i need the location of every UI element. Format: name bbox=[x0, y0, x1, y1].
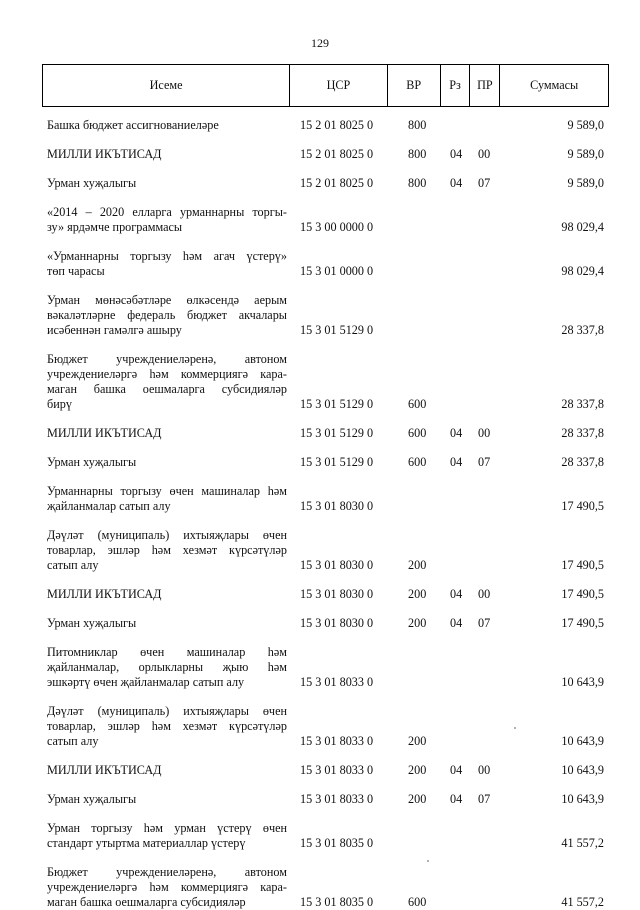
row-name bbox=[47, 352, 287, 412]
row-sum: 10 643,9 bbox=[561, 763, 604, 777]
row-pr: 07 bbox=[478, 616, 491, 630]
row-vr: 200 bbox=[408, 792, 427, 806]
row-pr: 00 bbox=[478, 587, 491, 601]
row-name-line: товарлар, эшләр һәм хезмәт күрсәтүләр bbox=[47, 719, 287, 733]
row-name-line: стандарт утыртма материаллар үстерү bbox=[47, 836, 246, 850]
row-name-line: маган башка оешмаларга субсидияләр bbox=[47, 895, 246, 909]
row-name-line: МИЛЛИ ИКЪТИСАД bbox=[47, 426, 162, 440]
row-name-line: җайланмалар, орлыкларны җыю һәм bbox=[47, 660, 287, 674]
row-vr: 200 bbox=[408, 558, 427, 572]
row-name-line: маган башка оешмаларга субсидияләр bbox=[47, 382, 287, 396]
row-vr: 200 bbox=[408, 763, 427, 777]
row-name-line: Питомниклар өчен машиналар һәм bbox=[47, 645, 287, 659]
row-sum: 28 337,8 bbox=[561, 323, 604, 337]
row-name-line: зу» ярдәмче программасы bbox=[47, 220, 183, 234]
row-name bbox=[47, 587, 287, 602]
row-rz: 04 bbox=[450, 426, 463, 440]
row-name-line: Дәүләт (муниципаль) ихтыяҗлары өчен bbox=[47, 704, 287, 718]
row-rz: 04 bbox=[450, 176, 463, 190]
row-csr: 15 3 01 8030 0 bbox=[300, 558, 374, 572]
row-vr: 600 bbox=[408, 397, 427, 411]
row-rz: 04 bbox=[450, 587, 463, 601]
row-csr: 15 3 01 8035 0 bbox=[300, 836, 374, 850]
row-sum: 98 029,4 bbox=[561, 220, 604, 234]
row-name-line: «Урманнарны торгызу һәм агач үстерү» bbox=[47, 249, 287, 263]
row-name-line: МИЛЛИ ИКЪТИСАД bbox=[47, 587, 162, 601]
row-csr: 15 3 01 0000 0 bbox=[300, 264, 374, 278]
row-vr: 800 bbox=[408, 118, 427, 132]
row-rz: 04 bbox=[450, 455, 463, 469]
row-pr: 00 bbox=[478, 147, 491, 161]
row-name-line: бирү bbox=[47, 397, 72, 411]
row-sum: 41 557,2 bbox=[561, 895, 604, 909]
scan-speck bbox=[427, 860, 429, 862]
row-pr: 07 bbox=[478, 455, 491, 469]
row-name-line: Урман хуҗалыгы bbox=[47, 176, 137, 190]
row-name-line: МИЛЛИ ИКЪТИСАД bbox=[47, 763, 162, 777]
row-rz: 04 bbox=[450, 763, 463, 777]
header-pr: ПР bbox=[470, 65, 500, 106]
row-name-line: сатып алу bbox=[47, 734, 99, 748]
row-csr: 15 3 01 8033 0 bbox=[300, 675, 374, 689]
row-csr: 15 3 00 0000 0 bbox=[300, 220, 374, 234]
row-name bbox=[47, 147, 287, 162]
row-name-line: МИЛЛИ ИКЪТИСАД bbox=[47, 147, 162, 161]
row-name-line: Урманнарны торгызу өчен машиналар һәм bbox=[47, 484, 287, 498]
row-name-line: эшкәртү өчен җайланмалар сатып алу bbox=[47, 675, 245, 689]
row-name-line: Урман хуҗалыгы bbox=[47, 616, 137, 630]
row-sum: 41 557,2 bbox=[561, 836, 604, 850]
row-name-line: товарлар, эшләр һәм хезмәт күрсәтүләр bbox=[47, 543, 287, 557]
row-sum: 17 490,5 bbox=[561, 587, 604, 601]
row-sum: 9 589,0 bbox=[567, 118, 604, 132]
row-name bbox=[47, 821, 287, 851]
row-vr: 600 bbox=[408, 455, 427, 469]
row-name bbox=[47, 704, 287, 749]
row-pr: 07 bbox=[478, 176, 491, 190]
row-csr: 15 3 01 8030 0 bbox=[300, 616, 374, 630]
header-name: Исеме bbox=[43, 65, 290, 106]
row-rz: 04 bbox=[450, 792, 463, 806]
header-csr: ЦСР bbox=[290, 65, 388, 106]
row-name bbox=[47, 426, 287, 441]
row-csr: 15 2 01 8025 0 bbox=[300, 147, 374, 161]
row-csr: 15 3 01 5129 0 bbox=[300, 455, 374, 469]
table-header bbox=[42, 64, 609, 107]
row-vr: 800 bbox=[408, 176, 427, 190]
row-sum: 17 490,5 bbox=[561, 616, 604, 630]
row-name-line: вәкаләтләрне федераль бюджет акчалары bbox=[47, 308, 287, 322]
row-csr: 15 3 01 8033 0 bbox=[300, 734, 374, 748]
row-name-line: Дәүләт (муниципаль) ихтыяҗлары өчен bbox=[47, 528, 287, 542]
row-csr: 15 3 01 8030 0 bbox=[300, 499, 374, 513]
row-name-line: сатып алу bbox=[47, 558, 99, 572]
row-name bbox=[47, 484, 287, 514]
row-name-line: җайланмалар сатып алу bbox=[47, 499, 171, 513]
row-csr: 15 3 01 5129 0 bbox=[300, 397, 374, 411]
row-rz: 04 bbox=[450, 147, 463, 161]
row-pr: 00 bbox=[478, 426, 491, 440]
row-name-line: учреждениеләргә һәм коммерциягә кара- bbox=[47, 367, 287, 381]
header-sum: Суммасы bbox=[530, 78, 579, 92]
row-csr: 15 3 01 8033 0 bbox=[300, 763, 374, 777]
row-csr: 15 2 01 8025 0 bbox=[300, 176, 374, 190]
row-vr: 200 bbox=[408, 616, 427, 630]
row-name-line: учреждениеләргә һәм коммерциягә кара- bbox=[47, 880, 287, 894]
row-name-line: Урман хуҗалыгы bbox=[47, 455, 137, 469]
row-pr: 00 bbox=[478, 763, 491, 777]
row-csr: 15 3 01 8033 0 bbox=[300, 792, 374, 806]
row-name bbox=[47, 792, 287, 807]
row-vr: 200 bbox=[408, 734, 427, 748]
row-vr: 600 bbox=[408, 895, 427, 909]
row-rz: 04 bbox=[450, 616, 463, 630]
row-name-line: Башка бюджет ассигнованиеләре bbox=[47, 118, 219, 132]
row-name-line: төп чарасы bbox=[47, 264, 105, 278]
row-name-line: исәбеннән гамәлгә ашыру bbox=[47, 323, 182, 337]
row-name-line: Урман мөнәсәбәтләре өлкәсендә аерым bbox=[47, 293, 287, 307]
row-name bbox=[47, 205, 287, 235]
scan-speck bbox=[514, 727, 516, 729]
row-csr: 15 3 01 8030 0 bbox=[300, 587, 374, 601]
row-sum: 98 029,4 bbox=[561, 264, 604, 278]
row-name-line: Бюджет учреждениеләренә, автоном bbox=[47, 352, 287, 366]
row-sum: 17 490,5 bbox=[561, 558, 604, 572]
row-name bbox=[47, 249, 287, 279]
row-name bbox=[47, 645, 287, 690]
row-vr: 800 bbox=[408, 147, 427, 161]
row-vr: 200 bbox=[408, 587, 427, 601]
row-name-line: Бюджет учреждениеләренә, автоном bbox=[47, 865, 287, 879]
row-name bbox=[47, 293, 287, 338]
row-name bbox=[47, 528, 287, 573]
row-sum: 9 589,0 bbox=[567, 176, 604, 190]
row-name bbox=[47, 616, 287, 631]
row-csr: 15 3 01 5129 0 bbox=[300, 323, 374, 337]
row-sum: 17 490,5 bbox=[561, 499, 604, 513]
row-name-line: «2014 – 2020 елларга урманнарны торгы- bbox=[47, 205, 287, 219]
row-name bbox=[47, 455, 287, 470]
row-sum: 28 337,8 bbox=[561, 455, 604, 469]
row-vr: 600 bbox=[408, 426, 427, 440]
row-csr: 15 3 01 5129 0 bbox=[300, 426, 374, 440]
row-name-line: Урман торгызу һәм урман үстерү өчен bbox=[47, 821, 287, 835]
row-pr: 07 bbox=[478, 792, 491, 806]
page-number: 129 bbox=[311, 36, 329, 50]
row-name-line: Урман хуҗалыгы bbox=[47, 792, 137, 806]
row-name bbox=[47, 763, 287, 778]
row-sum: 28 337,8 bbox=[561, 426, 604, 440]
row-csr: 15 3 01 8035 0 bbox=[300, 895, 374, 909]
row-sum: 9 589,0 bbox=[567, 147, 604, 161]
row-sum: 10 643,9 bbox=[561, 734, 604, 748]
row-sum: 10 643,9 bbox=[561, 675, 604, 689]
row-name bbox=[47, 865, 287, 910]
row-sum: 10 643,9 bbox=[561, 792, 604, 806]
row-name bbox=[47, 176, 287, 191]
header-rz: Рз bbox=[441, 65, 471, 106]
row-sum: 28 337,8 bbox=[561, 397, 604, 411]
header-vr: ВР bbox=[388, 65, 441, 106]
row-csr: 15 2 01 8025 0 bbox=[300, 118, 374, 132]
row-name bbox=[47, 118, 287, 133]
